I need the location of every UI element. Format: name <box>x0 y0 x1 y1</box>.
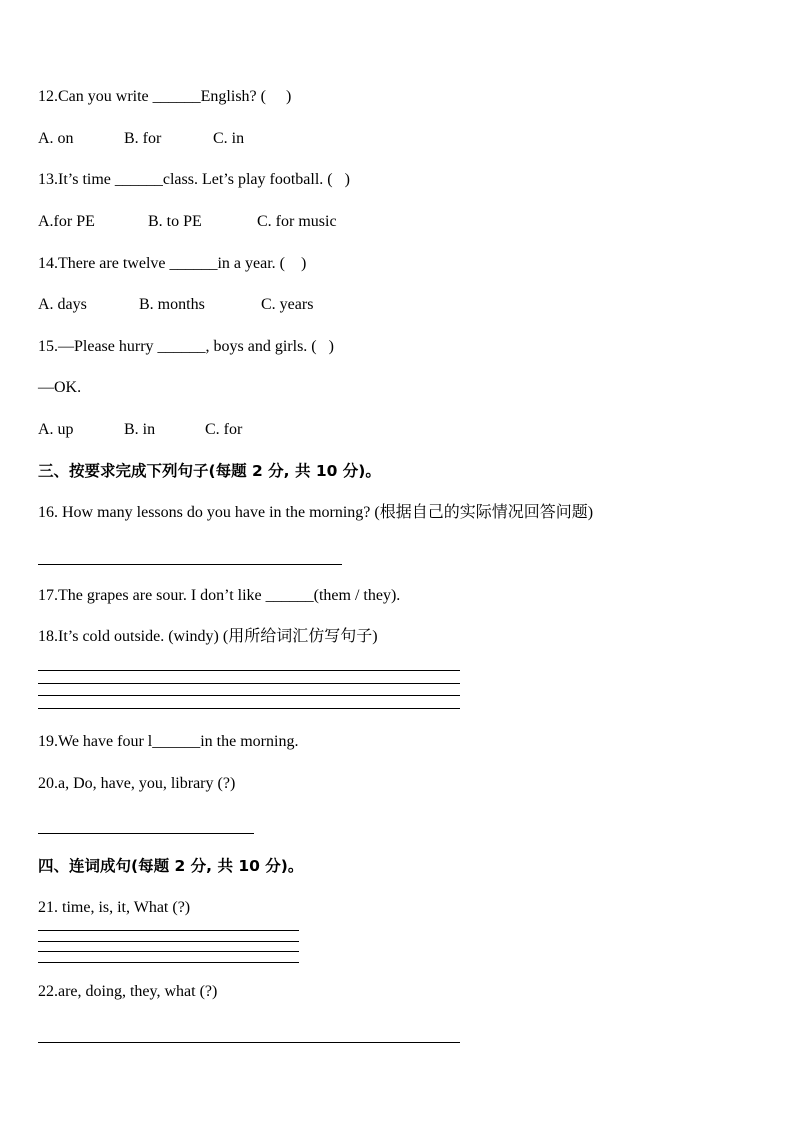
section-3-heading: 三、按要求完成下列句子(每题 2 分, 共 10 分)。 <box>38 462 381 480</box>
question-15: 15.—Please hurry ______, boys and girls. ( ) <box>38 338 334 355</box>
answer-line-21-2[interactable] <box>38 941 299 942</box>
answer-line-21-3[interactable] <box>38 951 299 952</box>
question-13: 13.It’s time ______class. Let’s play football. ( ) <box>38 171 350 188</box>
answer-line-18-2[interactable] <box>38 683 460 684</box>
answer-line-18-1[interactable] <box>38 670 460 671</box>
question-14-options <box>38 295 313 315</box>
option-b: B. in <box>124 421 156 438</box>
answer-line-20[interactable] <box>38 833 254 834</box>
question-14: 14.There are twelve ______in a year. ( ) <box>38 255 307 272</box>
question-17: 17.The grapes are sour. I don’t like ______(them / they). <box>38 587 401 604</box>
question-12-options <box>38 129 244 149</box>
option-c: C. for <box>205 421 243 438</box>
answer-line-22[interactable] <box>38 1042 460 1043</box>
option-a: A. days <box>38 296 87 313</box>
question-19: 19.We have four l______in the morning. <box>38 733 299 750</box>
answer-line-21-4[interactable] <box>38 962 299 963</box>
option-c: C. years <box>261 296 314 313</box>
answer-line-18-3[interactable] <box>38 695 460 696</box>
question-21: 21. time, is, it, What (?) <box>38 899 191 916</box>
option-a: A. on <box>38 130 74 147</box>
option-b: B. months <box>139 296 205 313</box>
option-b: B. for <box>124 130 162 147</box>
question-15-reply: —OK. <box>38 379 82 396</box>
answer-line-18-4[interactable] <box>38 708 460 709</box>
option-c: C. in <box>213 130 245 147</box>
question-16: 16. How many lessons do you have in the morning? (根据自己的实际情况回答问题) <box>38 504 594 521</box>
option-c: C. for music <box>257 213 337 230</box>
question-15-options <box>38 420 242 440</box>
question-13-options <box>38 212 337 232</box>
answer-line-16[interactable] <box>38 564 342 565</box>
question-20: 20.a, Do, have, you, library (?) <box>38 775 236 792</box>
question-12: 12.Can you write ______English? ( ) <box>38 88 292 105</box>
answer-line-21-1[interactable] <box>38 930 299 931</box>
option-a: A.for PE <box>38 213 95 230</box>
option-a: A. up <box>38 421 74 438</box>
section-4-heading: 四、连词成句(每题 2 分, 共 10 分)。 <box>38 857 304 875</box>
option-b: B. to PE <box>148 213 202 230</box>
question-22: 22.are, doing, they, what (?) <box>38 983 218 1000</box>
question-18: 18.It’s cold outside. (windy) (用所给词汇仿写句子) <box>38 628 378 645</box>
